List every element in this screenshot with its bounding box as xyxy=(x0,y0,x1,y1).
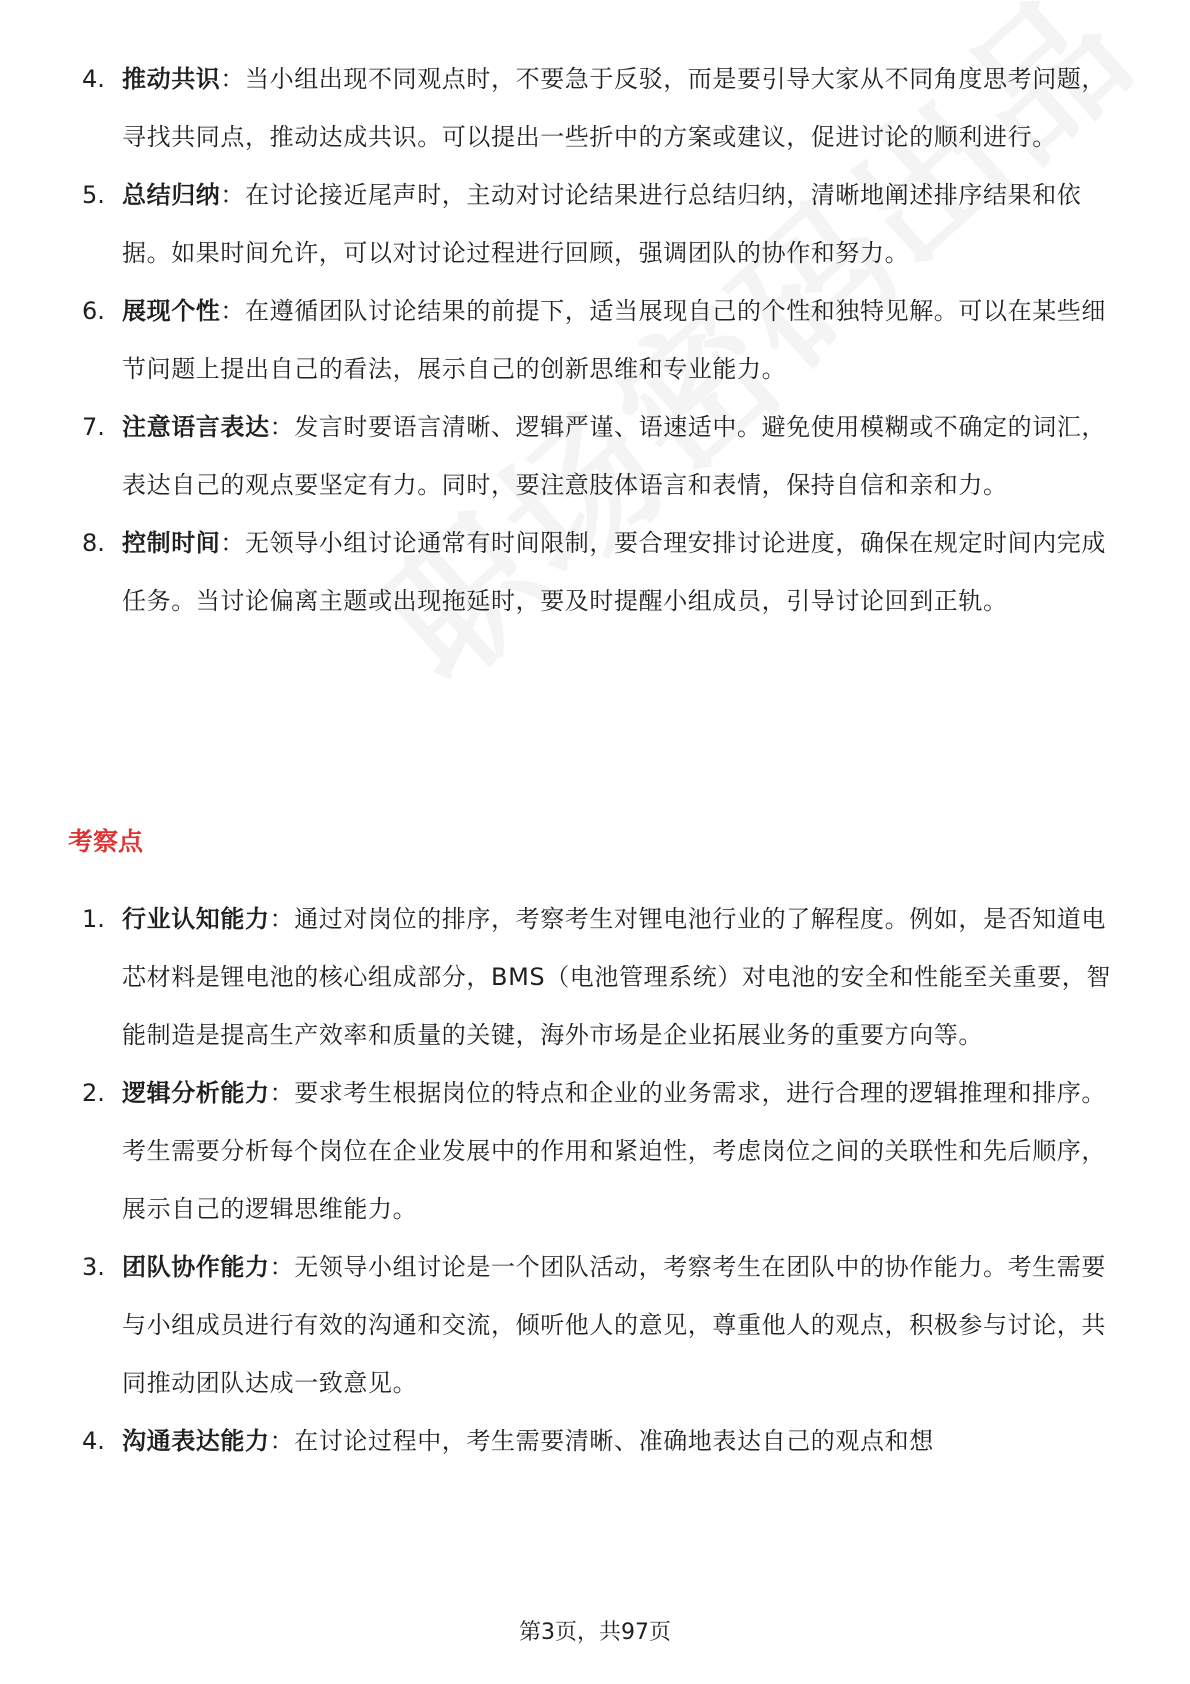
item-term: 行业认知能力 xyxy=(122,905,270,933)
list-item xyxy=(0,282,1112,398)
item-term: 推动共识 xyxy=(122,65,221,93)
list-number: 2. xyxy=(82,1079,105,1107)
item-term: 总结归纳 xyxy=(122,181,221,209)
item-text: ：在讨论过程中，考生需要清晰、准确地表达自己的观点和想 xyxy=(269,1427,934,1455)
list-number: 1. xyxy=(82,905,105,933)
list-item xyxy=(0,1064,1112,1238)
list-number: 4. xyxy=(82,1427,105,1455)
assessment-list xyxy=(0,890,1112,1470)
page-footer: 第3页，共97页 xyxy=(519,1620,671,1645)
item-term: 逻辑分析能力 xyxy=(122,1079,270,1107)
list-number: 7. xyxy=(82,413,105,441)
item-term: 沟通表达能力 xyxy=(122,1427,270,1455)
list-number: 6. xyxy=(82,297,105,325)
item-text: ：要求考生根据岗位的特点和企业的业务需求，进行合理的逻辑推理和排序。考生需要分析每个岗位在企业发展中的作用和紧迫性，考虑岗位之间的关联性和先后顺序，展示自己的逻辑思维能力。 xyxy=(122,1079,1107,1223)
list-number: 5. xyxy=(82,181,105,209)
item-text: ：无领导小组讨论通常有时间限制，要合理安排讨论进度，确保在规定时间内完成任务。当讨论偏离主题或出现拖延时，要及时提醒小组成员，引导讨论回到正轨。 xyxy=(122,529,1107,615)
item-term: 控制时间 xyxy=(122,529,221,557)
list-item xyxy=(0,1412,1112,1470)
item-text: ：通过对岗位的排序，考察考生对锂电池行业的了解程度。例如，是否知道电芯材料是锂电池的核心组成部分，BMS（电池管理系统）对电池的安全和性能至关重要，智能制造是提高生产效率和质量的关键，海外市场是企业拓展业务的重要方向等。 xyxy=(122,905,1112,1049)
list-number: 3. xyxy=(82,1253,105,1281)
item-text: ：无领导小组讨论是一个团队活动，考察考生在团队中的协作能力。考生需要与小组成员进行有效的沟通和交流，倾听他人的意见，尊重他人的观点，积极参与讨论，共同推动团队达成一致意见。 xyxy=(122,1253,1107,1397)
list-number: 8. xyxy=(82,529,105,557)
item-text: ：在讨论接近尾声时，主动对讨论结果进行总结归纳，清晰地阐述排序结果和依据。如果时间允许，可以对讨论过程进行回顾，强调团队的协作和努力。 xyxy=(122,181,1082,267)
item-text: ：在遵循团队讨论结果的前提下，适当展现自己的个性和独特见解。可以在某些细节问题上提出自己的看法，展示自己的创新思维和专业能力。 xyxy=(122,297,1107,383)
list-item xyxy=(0,398,1112,514)
list-number: 4. xyxy=(82,65,105,93)
item-term: 展现个性 xyxy=(122,297,221,325)
item-term: 注意语言表达 xyxy=(122,413,270,441)
list-item xyxy=(0,1238,1112,1412)
tips-list xyxy=(0,50,1112,630)
item-text: ：发言时要语言清晰、逻辑严谨、语速适中。避免使用模糊或不确定的词汇，表达自己的观点要坚定有力。同时，要注意肢体语言和表情，保持自信和亲和力。 xyxy=(122,413,1107,499)
item-term: 团队协作能力 xyxy=(122,1253,270,1281)
list-item xyxy=(0,890,1112,1064)
section-heading: 考察点 xyxy=(68,827,144,856)
item-text: ：当小组出现不同观点时，不要急于反驳，而是要引导大家从不同角度思考问题，寻找共同点，推动达成共识。可以提出一些折中的方案或建议，促进讨论的顺利进行。 xyxy=(122,65,1107,151)
list-item xyxy=(0,514,1112,630)
list-item xyxy=(0,166,1112,282)
list-item xyxy=(0,50,1112,166)
